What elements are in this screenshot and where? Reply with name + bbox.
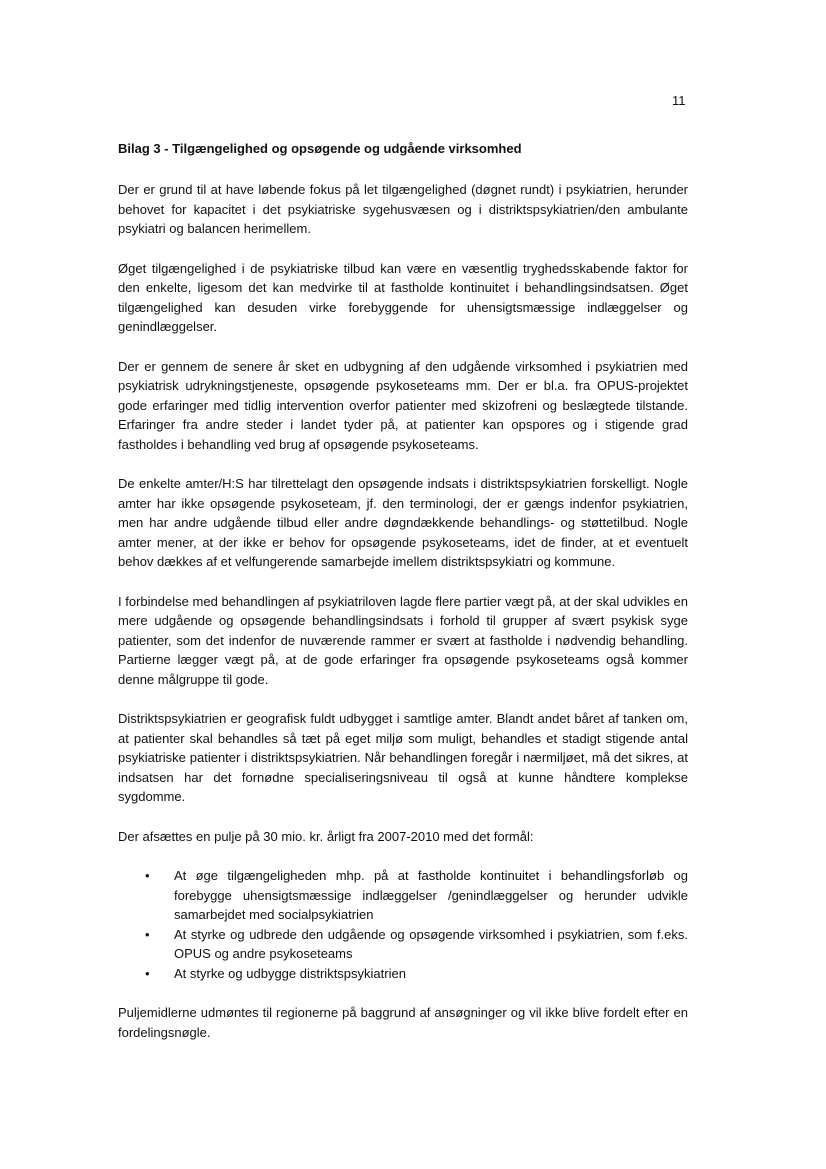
paragraph-district-psychiatry: Distriktspsykiatrien er geografisk fuldt udbygget i samtlige amter. Blandt andet båret af tanken om, at patienter skal behandles så tæt på eget miljø som muligt, behandles et stadigt stigende antal psykiatriske patienter i distriktspsykiatrien. Når behandlingen foregår i nærmiljøet, må det sikres, at indsatsen har det fornødne specialiseringsniveau til også at kunne håndtere komplekse sygdomme. — [118, 711, 688, 804]
paragraph-funding-pool: Der afsættes en pulje på 30 mio. kr. årligt fra 2007-2010 med det formål: — [118, 828, 534, 844]
page-number: 11 — [672, 93, 686, 108]
list-item — [118, 866, 688, 925]
paragraph-county-organisation: De enkelte amter/H:S har tilrettelagt den opsøgende indsats i distriktspsykiatrien forskelligt. Nogle amter har ikke opsøgende psykoseteam, jf. den terminologi, der er gængs indenfor psykiatrien, men har andre udgående tilbud eller andre døgndækkende behandlings- og støttetilbud. Nogle amter mener, at der ikke er behov for opsøgende psykoseteams, idet de finder, at et eventuelt behov dækkes af et velfungerende samarbejde imellem distriktspsykiatri og kommune. — [118, 476, 688, 569]
list-item — [118, 925, 688, 964]
paragraph-psychiatry-act: I forbindelse med behandlingen af psykiatriloven lagde flere partier vægt på, at der skal udvikles en mere udgående og opsøgende behandlingsindsats i forhold til grupper af svært psykisk syge patienter, som det indenfor de nuværende rammer er svært at fastholde i nødvendig behandling. Partierne lægger vægt på, at de gode erfaringer fra opsøgende psykoseteams også kommer denne målgruppe til gode. — [118, 593, 688, 687]
document-body — [118, 139, 688, 1062]
paragraph-accessibility-focus: Der er grund til at have løbende fokus på let tilgængelighed (døgnet rundt) i psykiatrien, herunder behovet for kapacitet i det psykiatriske sygehusvæsen og i distriktspsykiatrien/den ambulante psykiatri og balancen herimellem. — [118, 182, 688, 236]
list-item-text: At styrke og udbrede den udgående og opsøgende virksomhed i psykiatrien, som f.eks. OPUS og andre psykoseteams — [174, 926, 688, 961]
bullet-icon: • — [145, 868, 150, 883]
paragraph-increased-accessibility: Øget tilgængelighed i de psykiatriske tilbud kan være en væsentlig tryghedsskabende faktor for den enkelte, ligesom det kan medvirke til at fastholde kontinuitet i behandlingsindsatsen. Øget tilgængelighed kan desuden virke forebyggende for uhensigtsmæssige indlæggelser og genindlæggelser. — [118, 260, 688, 334]
section-heading: Bilag 3 - Tilgængelighed og opsøgende og udgående virksomhed — [118, 141, 522, 156]
list-item-text: At øge tilgængeligheden mhp. på at fastholde kontinuitet i behandlingsforløb og forebygge uhensigtsmæssige indlæggelser /genindlæggelser og herunder udvikle samarbejdet med socialpsykiatrien — [174, 868, 688, 922]
list-item — [118, 964, 688, 984]
bullet-icon: • — [145, 965, 150, 981]
purpose-list — [118, 866, 688, 983]
paragraph-closing: Puljemidlerne udmøntes til regionerne på baggrund af ansøgninger og vil ikke blive fordelt efter en fordelingsnøgle. — [118, 1005, 688, 1040]
paragraph-outreach-expansion: Der er gennem de senere år sket en udbygning af den udgående virksomhed i psykiatrien med psykiatrisk udrykningstjeneste, opsøgende psykoseteams mm. Der er bl.a. fra OPUS-projektet gode erfaringer med tidlig intervention overfor patienter med skizofreni og beslægtede tilstande. Erfaringer fra andre steder i landet tyder på, at patienter kan opspores og i stigende grad fastholdes i behandling ved brug af opsøgende psykoseteams. — [118, 358, 688, 452]
list-item-text: At styrke og udbygge distriktspsykiatrien — [174, 965, 406, 981]
bullet-icon: • — [145, 926, 150, 942]
